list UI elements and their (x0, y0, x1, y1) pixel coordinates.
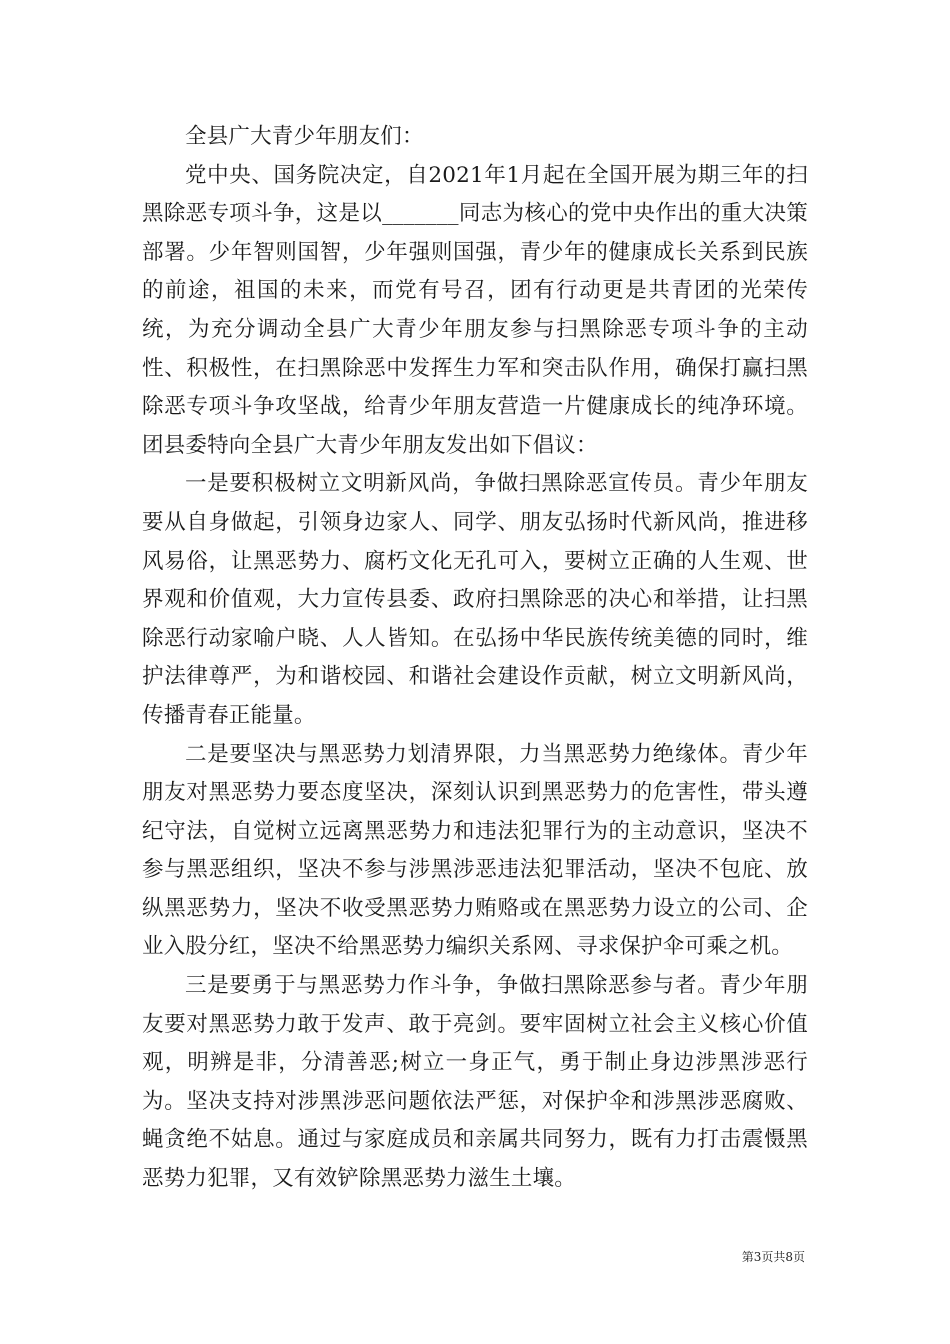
document-body (142, 118, 808, 1199)
salutation: 全县广大青少年朋友们： (185, 124, 424, 149)
paragraph-point-two: 二是要坚决与黑恶势力划清界限，力当黑恶势力绝缘体。青少年朋友对黑恶势力要态度坚决，深刻认识到黑恶势力的危害性，带头遵纪守法，自觉树立远离黑恶势力和违法犯罪行为的主动意识，坚决不参与黑恶组织，坚决不参与涉黑涉恶违法犯罪活动，坚决不包庇、放纵黑恶势力，坚决不收受黑恶势力贿赂或在黑恶势力设立的公司、企业入股分红，坚决不给黑恶势力编织关系网、寻求保护伞可乘之机。 (142, 741, 808, 960)
paragraph-intro: 党中央、国务院决定，自2021年1月起在全国开展为期三年的扫黑除恶专项斗争，这是以_______同志为核心的党中央作出的重大决策部署。少年智则国智，少年强则国强，青少年的健康成长关系到民族的前途，祖国的未来，而党有号召，团有行动更是共青团的光荣传统，为充分调动全县广大青少年朋友参与扫黑除恶专项斗争的主动性、积极性，在扫黑除恶中发挥生力军和突击队作用，确保打赢扫黑除恶专项斗争攻坚战，给青少年朋友营造一片健康成长的纯净环境。团县委特向全县广大青少年朋友发出如下倡议： (142, 162, 808, 458)
paragraph-point-one: 一是要积极树立文明新风尚，争做扫黑除恶宣传员。青少年朋友要从自身做起，引领身边家人、同学、朋友弘扬时代新风尚，推进移风易俗，让黑恶势力、腐朽文化无孔可入，要树立正确的人生观、世界观和价值观，大力宣传县委、政府扫黑除恶的决心和举措，让扫黑除恶行动家喻户晓、人人皆知。在弘扬中华民族传统美德的同时，维护法律尊严，为和谐校园、和谐社会建设作贡献，树立文明新风尚，传播青春正能量。 (142, 471, 808, 728)
page-number: 第3页共8页 (741, 1250, 805, 1264)
paragraph-point-three: 三是要勇于与黑恶势力作斗争，争做扫黑除恶参与者。青少年朋友要对黑恶势力敢于发声、敢于亮剑。要牢固树立社会主义核心价值观，明辨是非，分清善恶;树立一身正气，勇于制止身边涉黑涉恶行为。坚决支持对涉黑涉恶问题依法严惩，对保护伞和涉黑涉恶腐败、蝇贪绝不姑息。通过与家庭成员和亲属共同努力，既有力打击震慑黑恶势力犯罪，又有效铲除黑恶势力滋生土壤。 (142, 973, 808, 1192)
